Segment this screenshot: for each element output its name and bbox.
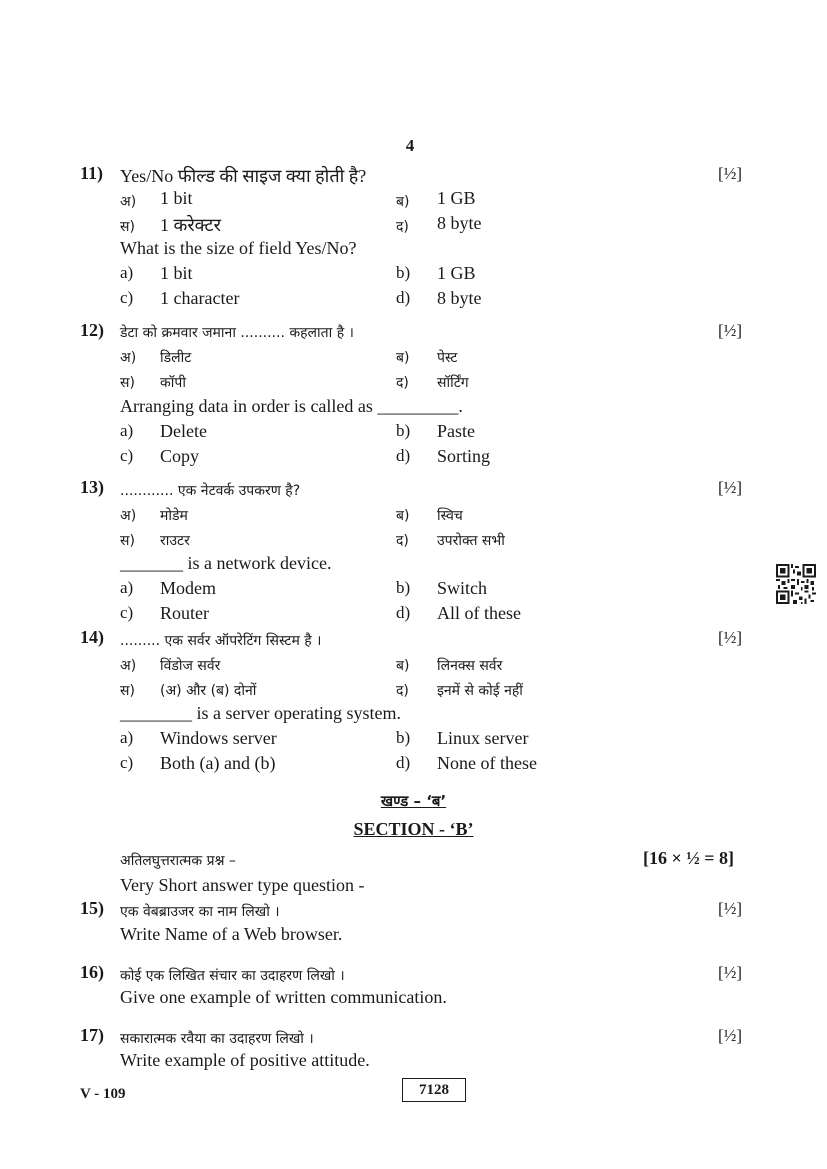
option-text: कॉपी (160, 375, 186, 391)
option-text: 1 करेक्टर (160, 215, 221, 235)
option-label: b) (396, 421, 411, 440)
option-label: स) (120, 219, 135, 235)
option-text: Delete (160, 421, 207, 441)
option-text: Copy (160, 446, 200, 466)
option-text: (अ) और (ब) दोनों (160, 683, 257, 699)
section-title-english: SECTION - ‘B’ (353, 819, 474, 839)
option-text: उपरोक्त सभी (437, 533, 505, 549)
option-label: d) (396, 753, 411, 772)
option-text: Sorting (437, 446, 491, 466)
question-text-hindi: ............ एक नेटवर्क उपकरण है? (120, 483, 301, 499)
option-text: Modem (160, 578, 216, 598)
section-title-hindi: खण्ड – ‘ब’ (380, 792, 447, 810)
option-text: 1 bit (160, 188, 193, 208)
question-marks: [½] (718, 963, 743, 982)
question-text-english: Write Name of a Web browser. (120, 924, 343, 944)
option-label: b) (396, 578, 411, 597)
question-marks: [½] (718, 1026, 743, 1045)
question-text-english: Arranging data in order is called as _________. (120, 396, 463, 416)
option-text: 1 bit (160, 263, 193, 283)
question-number: 17) (80, 1025, 104, 1045)
question-text-hindi: ......... एक सर्वर ऑपरेटिंग सिस्टम है । (120, 633, 322, 649)
option-label: d) (396, 288, 411, 307)
paper-code: V - 109 (80, 1086, 126, 1102)
option-label: b) (396, 728, 411, 747)
option-label: ब) (396, 658, 410, 674)
option-label: c) (120, 288, 134, 307)
option-label: ब) (396, 194, 410, 210)
option-label: a) (120, 421, 134, 440)
option-text: Paste (437, 421, 475, 441)
option-text: Switch (437, 578, 488, 598)
option-text: सॉर्टिंग (437, 375, 469, 391)
option-text: पेस्ट (437, 350, 458, 366)
option-text: राउटर (160, 533, 190, 549)
option-text: 8 byte (437, 288, 482, 308)
option-label: ब) (396, 350, 410, 366)
option-label: स) (120, 683, 135, 699)
option-label: c) (120, 446, 134, 465)
option-label: द) (396, 375, 409, 391)
question-number: 13) (80, 477, 104, 497)
question-number: 16) (80, 962, 104, 982)
option-text: 1 character (160, 288, 240, 308)
option-label: a) (120, 578, 134, 597)
option-label: c) (120, 753, 134, 772)
option-label: द) (396, 219, 409, 235)
page-number: 4 (405, 136, 415, 155)
option-label: c) (120, 603, 134, 622)
qr-code-icon (776, 564, 816, 604)
option-text: 1 GB (437, 263, 476, 283)
option-text: इनमें से कोई नहीं (437, 683, 523, 699)
question-number: 11) (80, 163, 104, 183)
option-label: ब) (396, 508, 410, 524)
option-label: अ) (120, 350, 137, 366)
option-label: अ) (120, 658, 137, 674)
option-label: द) (396, 683, 409, 699)
question-number: 12) (80, 320, 104, 340)
question-marks: [½] (718, 164, 743, 183)
option-text: All of these (437, 603, 521, 623)
option-text: Router (160, 603, 209, 623)
option-label: b) (396, 263, 411, 282)
option-text: Windows server (160, 728, 277, 748)
option-label: अ) (120, 508, 137, 524)
question-number: 15) (80, 898, 104, 918)
option-text: 1 GB (437, 188, 476, 208)
question-text-english: Write example of positive attitude. (120, 1050, 370, 1070)
question-marks: [½] (718, 899, 743, 918)
question-number: 14) (80, 627, 104, 647)
option-text: Both (a) and (b) (160, 753, 276, 773)
option-text: 8 byte (437, 213, 482, 233)
option-label: a) (120, 728, 134, 747)
option-text: Linux server (437, 728, 529, 748)
section-marks-formula: [16 × ½ = 8] (643, 848, 735, 868)
option-label: अ) (120, 194, 137, 210)
question-text-hindi: डेटा को क्रमवार जमाना .......... कहलाता है । (120, 325, 354, 341)
option-text: डिलीट (160, 350, 192, 366)
page-code-box: 7128 (402, 1078, 466, 1102)
option-label: d) (396, 603, 411, 622)
question-text-english: What is the size of field Yes/No? (120, 238, 357, 258)
option-text: None of these (437, 753, 537, 773)
question-text-hindi: कोई एक लिखित संचार का उदाहरण लिखो । (120, 968, 345, 984)
question-text-english: Give one example of written communication. (120, 987, 447, 1007)
option-label: a) (120, 263, 134, 282)
question-text-hindi: सकारात्मक रवैया का उदाहरण लिखो । (120, 1031, 314, 1047)
question-text-english: ________ is a server operating system. (120, 703, 401, 723)
option-label: स) (120, 375, 135, 391)
option-text: मोडेम (160, 508, 188, 524)
option-label: d) (396, 446, 411, 465)
question-text-hindi: Yes/No फील्ड की साइज क्या होती है? (120, 166, 367, 186)
option-text: विंडोज सर्वर (160, 658, 221, 674)
option-label: स) (120, 533, 135, 549)
question-marks: [½] (718, 478, 743, 497)
option-text: स्विच (437, 508, 463, 524)
question-text-english: _______ is a network device. (120, 553, 332, 573)
question-text-hindi: एक वेबब्राउजर का नाम लिखो । (120, 904, 280, 920)
option-label: द) (396, 533, 409, 549)
question-marks: [½] (718, 628, 743, 647)
question-marks: [½] (718, 321, 743, 340)
option-text: लिनक्स सर्वर (437, 658, 503, 674)
section-type-hindi: अतिलघुत्तरात्मक प्रश्न – (120, 853, 236, 869)
section-type-english: Very Short answer type question - (120, 875, 365, 895)
